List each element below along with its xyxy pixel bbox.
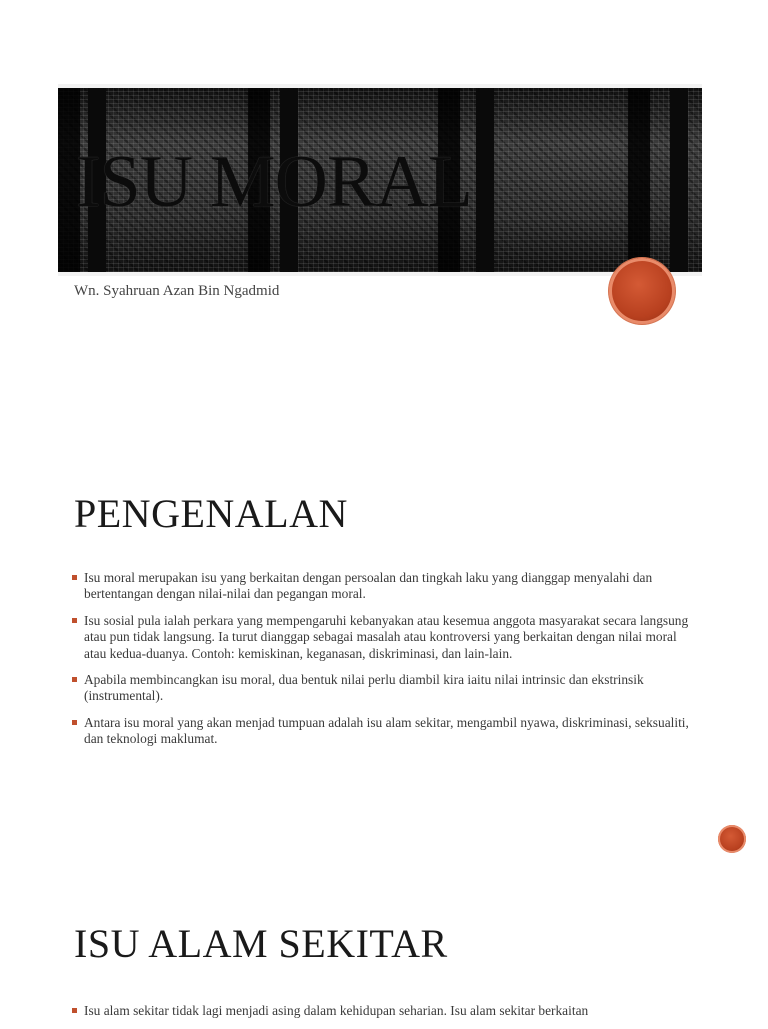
list-item (72, 715, 692, 748)
list-item (72, 570, 692, 603)
decorative-circle-icon (718, 825, 746, 853)
title-slide (0, 0, 768, 380)
bullet-text: Isu moral merupakan isu yang berkaitan dengan persoalan dan tingkah laku yang dianggap menyalahi dan bertentangan dengan nilai-nilai dan pegangan moral. (84, 570, 653, 602)
slide-subtitle: Wn. Syahruan Azan Bin Ngadmid (74, 283, 280, 299)
bullet-square-icon (72, 618, 77, 623)
isu-alam-sekitar-slide (0, 880, 768, 1024)
list-item (72, 672, 692, 705)
bullet-list (72, 570, 692, 758)
bullet-square-icon (72, 1008, 77, 1013)
banner-stripe (670, 88, 688, 272)
slide-heading: PENGENALAN (74, 491, 348, 536)
slide-title: ISU MORAL (76, 141, 472, 223)
slide-heading: ISU ALAM SEKITAR (74, 921, 448, 966)
bullet-list (72, 1003, 692, 1029)
bullet-text: Isu alam sekitar tidak lagi menjadi asing dalam kehidupan seharian. Isu alam sekitar berkaitan (84, 1003, 589, 1018)
bullet-square-icon (72, 677, 77, 682)
pengenalan-slide (0, 380, 768, 880)
bullet-text: Isu sosial pula ialah perkara yang mempengaruhi kebanyakan atau kesemua anggota masyarakat secara langsung atau pun tidak langsung. Ia turut dianggap sebagai masalah atau kontroversi yang berkaitan dengan nilai moral atau kedua-duanya. Contoh: kemiskinan, keganasan, diskriminasi, dan lain-lain. (84, 612, 689, 661)
decorative-circle-icon (609, 258, 675, 324)
list-item (72, 1003, 692, 1019)
bullet-square-icon (72, 720, 77, 725)
bullet-square-icon (72, 575, 77, 580)
bullet-text: Apabila membincangkan isu moral, dua bentuk nilai perlu diambil kira iaitu nilai intrinsic dan ekstrinsik (instrumental). (84, 672, 644, 704)
title-banner (58, 84, 702, 276)
bullet-text: Antara isu moral yang akan menjad tumpuan adalah isu alam sekitar, mengambil nyawa, diskriminasi, seksualiti, dan teknologi maklumat. (84, 714, 689, 747)
banner-stripe (476, 88, 494, 272)
list-item (72, 613, 692, 662)
